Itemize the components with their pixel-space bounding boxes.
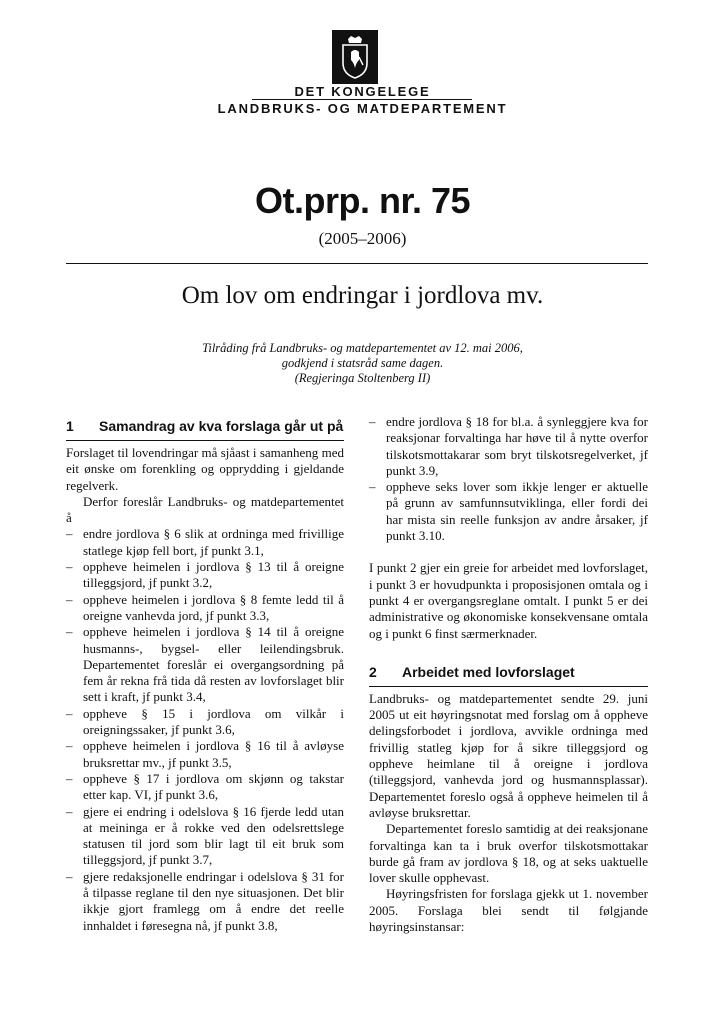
paragraph: I punkt 2 gjer ein greie for arbeidet med lovforslaget, i punkt 3 er hovudpunkta i proposisjonen omtala og i punkt 4 er overgangsreglane omtalt. I punkt 5 er dei administrative og økonomiske konsekvensane omtala og i punkt 6 finst særmerknader.	[369, 560, 648, 641]
section-heading	[369, 664, 648, 687]
right-column	[369, 414, 648, 935]
submission-line: (Regjeringa Stoltenberg II)	[294, 371, 431, 385]
submission-line: godkjend i statsråd same dagen.	[281, 356, 444, 370]
title-divider	[66, 263, 648, 264]
list-item: – oppheve heimelen i jordlova § 8 femte ledd til å oreigne vanhevda jord, jf punkt 3.3,	[66, 592, 344, 625]
paragraph: Høyringsfristen for forslaga gjekk ut 1. november 2005. Forslaga blei sendt til følgjande høyringsinstansar:	[369, 886, 648, 935]
document-title: Ot.prp. nr. 75	[254, 180, 471, 221]
left-column	[66, 418, 344, 934]
proposal-list-continued	[369, 414, 648, 544]
section-title: Samandrag av kva forslaga går ut på	[99, 418, 344, 434]
proposal-list	[66, 526, 344, 933]
list-item: – endre jordlova § 18 for bl.a. å synleggjere kva for reaksjonar forvaltinga har høve til å nytte overfor tilskotsmottakarar som bryt tilskotsregelverket, jf punkt 3.9,	[369, 414, 648, 479]
list-item: – oppheve seks lover som ikkje lenger er aktuelle på grunn av samfunnsutviklinga, eller fordi dei har mista sin reelle funksjon av andre årsaker, jf punkt 3.10.	[369, 479, 648, 544]
list-item: – gjere redaksjonelle endringar i odelslova § 31 for å tilpasse reglane til den nye situasjonen. Det blir ikkje gjort framlegg om å endre det reelle innhaldet i føresegna nå, jf punkt 3.8,	[66, 869, 344, 934]
coat-of-arms-icon	[332, 30, 378, 84]
section-number: 2	[369, 663, 377, 680]
list-item: – oppheve heimelen i jordlova § 13 til å oreigne tilleggsjord, jf punkt 3.2,	[66, 559, 344, 592]
ministry-name-line1: DET KONGELEGE	[294, 84, 431, 99]
paragraph: Forslaget til lovendringar må sjåast i samanheng med eit ønske om forenkling og opprydding i gjeldande regelverk.	[66, 445, 344, 493]
section-number: 1	[66, 418, 74, 434]
paragraph: Landbruks- og matdepartementet sendte 29. juni 2005 ut eit høyringsnotat med forslag om å oppheve delingsforbodet i jordlova, avvikle ordninga med frivillig statleg kjøp for å sikre tilleggsjord og oppheve heimlane til å oreigne i jordlova (tilleggsjord, vanhevda jord og husmannsplassar). Departementet foreslo også å oppheve heimelen til å avløyse bruksrettar.	[369, 690, 648, 820]
paragraph: Departementet foreslo samtidig at dei reaksjonane forvaltinga kan ta i bruk overfor tilskotsmottakar burde gå fram av jordlova § 18, og at seks uaktuelle lover skulle opphevast.	[369, 821, 648, 886]
document-years: (2005–2006)	[318, 229, 407, 248]
list-item: – oppheve heimelen i jordlova § 16 til å avløyse bruksrettar mv., jf punkt 3.5,	[66, 738, 344, 771]
section-heading	[66, 418, 344, 441]
ministry-divider	[252, 99, 472, 100]
document-subtitle: Om lov om endringar i jordlova mv.	[181, 282, 544, 309]
spacer	[369, 544, 648, 560]
submission-line: Tilråding frå Landbruks- og matdepartementet av 12. mai 2006,	[202, 341, 523, 355]
list-item: – oppheve § 17 i jordlova om skjønn og takstar etter kap. VI, jf punkt 3.6,	[66, 771, 344, 804]
ministry-name-line2: LANDBRUKS- OG MATDEPARTEMENT	[217, 101, 508, 116]
submission-note	[0, 341, 725, 386]
list-item: – endre jordlova § 6 slik at ordninga med frivillige statlege kjøp fell bort, jf punkt 3.1,	[66, 526, 344, 559]
paragraph: Derfor foreslår Landbruks- og matdepartementet å	[66, 493, 344, 526]
list-item: – oppheve heimelen i jordlova § 14 til å oreigne husmanns-, bygsel- eller leilendingsbruk. Departementet foreslår ei overgangsordning på fem år rekna frå tida då resten av lovforslaget blir sett i kraft, jf punkt 3.4,	[66, 624, 344, 705]
list-item: – oppheve § 15 i jordlova om vilkår i oreigningssaker, jf punkt 3.6,	[66, 706, 344, 739]
list-item: – gjere ei endring i odelslova § 16 fjerde ledd utan at meininga er å rokke ved den odelsrettslege statusen til jord som blir lagt til eit bruk som tilleggsjord, jf punkt 3.7,	[66, 804, 344, 869]
spacer	[369, 642, 648, 664]
section-title: Arbeidet med lovforslaget	[402, 663, 575, 680]
